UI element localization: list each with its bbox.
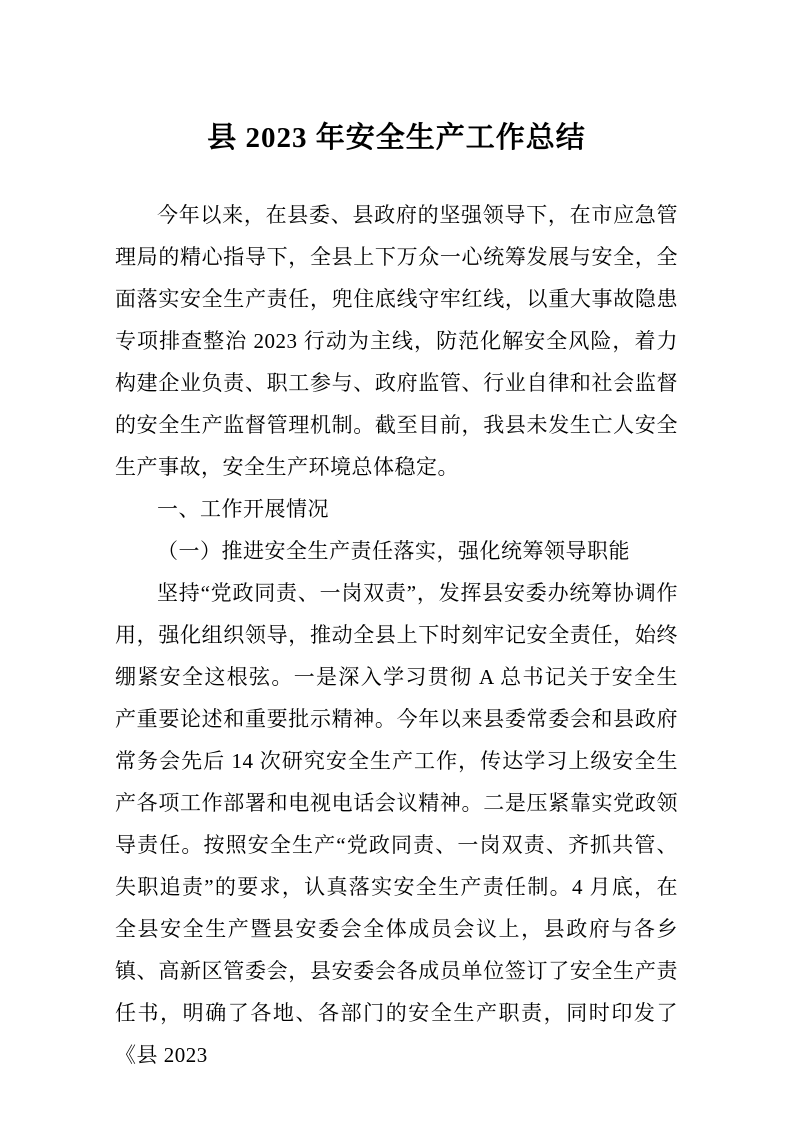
heading-subsection-1-1: （一）推进安全生产责任落实，强化统筹领导职能 xyxy=(157,539,630,563)
document-title: 县 2023 年安全生产工作总结 xyxy=(207,122,586,154)
body-paragraph-1: 坚持“党政同责、一岗双责”，发挥县安委办统筹协调作用，强化组织领导，推动全县上下时刻牢记安全责任，始终绷紧安全这根弦。一是深入学习贯彻 A 总书记关于安全生产重要论述和重要批示精神。今年以来县委常委会和县政府常务会先后 14 次研究安全生产工作，传达学习上级安全生产各项工作部署和电视电话会议精神。二是压紧靠实党政领导责任。按照安全生产“党政同责、一岗双责、齐抓共管、失职追责”的要求，认真落实安全生产责任制。4 月底，在全县安全生产暨县安委会全体成员会议上，县政府与各乡镇、高新区管委会，县安委会各成员单位签订了安全生产责任书，明确了各地、各部门的安全生产职责，同时印发了《县 2023 xyxy=(115,581,678,1067)
intro-paragraph: 今年以来，在县委、县政府的坚强领导下，在市应急管理局的精心指导下，全县上下万众一心统筹发展与安全，全面落实安全生产责任，兜住底线守牢红线，以重大事故隐患专项排查整治 2023 行动为主线，防范化解安全风险，着力构建企业负责、职工参与、政府监管、行业自律和社会监督的安全生产监督管理机制。截至目前，我县未发生亡人安全生产事故，安全生产环境总体稳定。 xyxy=(115,203,678,479)
heading-section-1: 一、工作开展情况 xyxy=(157,497,329,521)
